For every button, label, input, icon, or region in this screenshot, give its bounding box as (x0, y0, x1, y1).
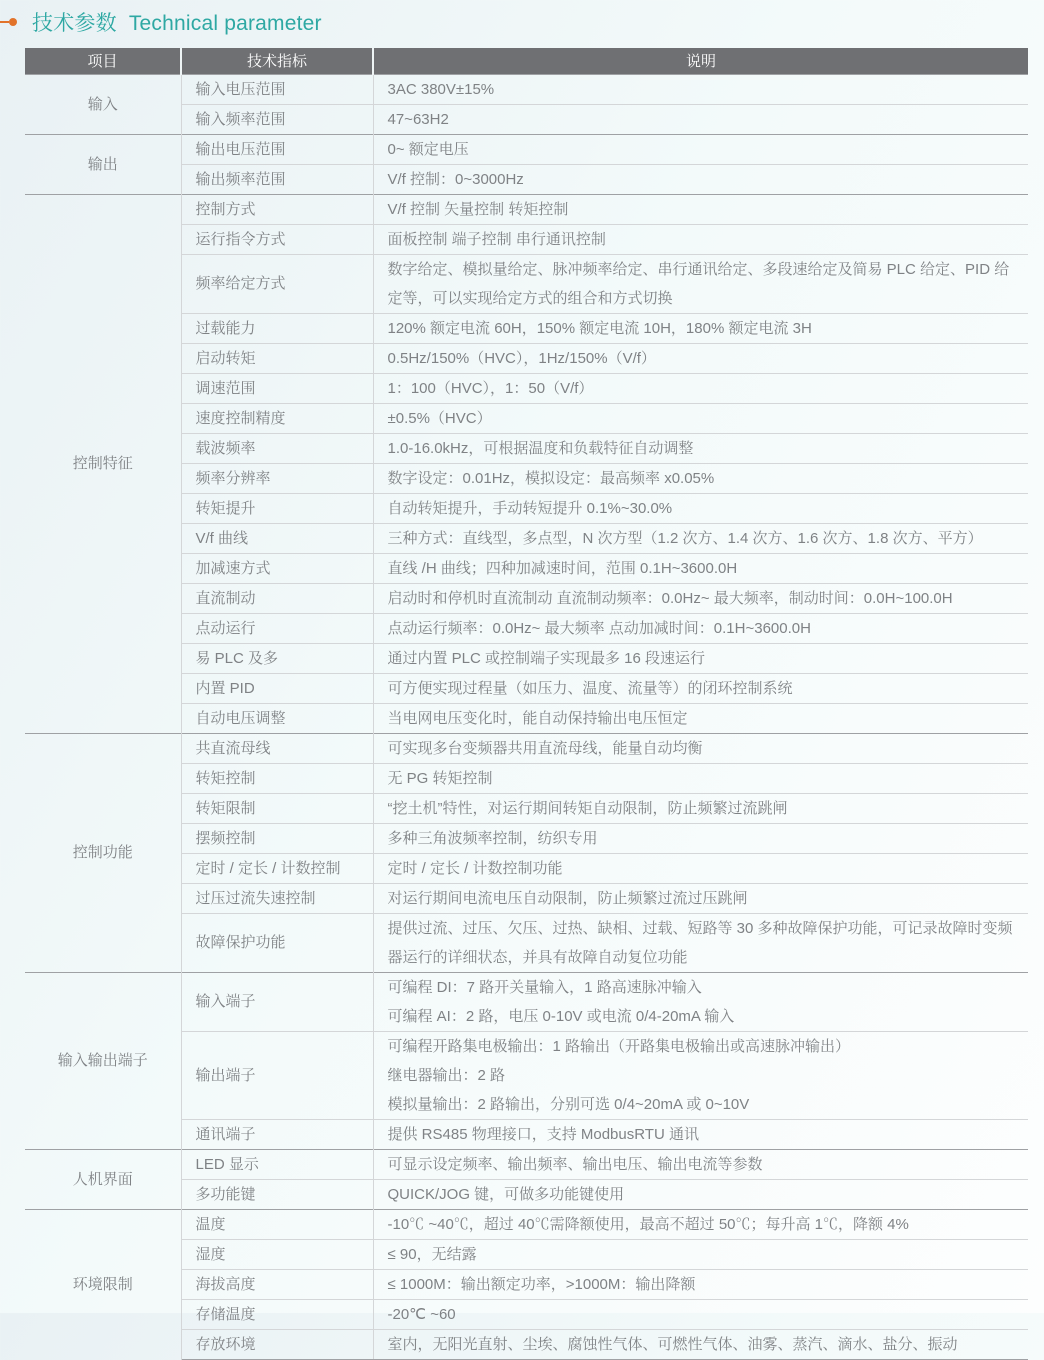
group-label-cell: 环境限制 (25, 1209, 181, 1359)
description-cell (373, 1119, 1028, 1149)
description-line: 可编程开路集电极输出：1 路输出（开路集电极输出或高速脉冲输出） (387, 1037, 851, 1055)
table-row (25, 134, 1028, 164)
description-line: 可编程 AI：2 路，电压 0-10V 或电流 0/4-20mA 输入 (387, 1007, 735, 1025)
description-cell (373, 1299, 1028, 1329)
description-line: V/f 控制 矢量控制 转矩控制 (387, 200, 569, 218)
header-row (25, 48, 1028, 74)
description-line: 0~ 额定电压 (387, 140, 469, 158)
indicator-cell: 频率给定方式 (181, 254, 373, 313)
indicator-cell: 定时 / 定长 / 计数控制 (181, 853, 373, 883)
indicator-cell: 海拔高度 (181, 1269, 373, 1299)
indicator-cell: 自动电压调整 (181, 703, 373, 733)
indicator-cell: 转矩限制 (181, 793, 373, 823)
group-label-cell: 输出 (25, 134, 181, 194)
description-line: 启动时和停机时直流制动 直流制动频率：0.0Hz~ 最大频率，制动时间：0.0H~100.0H (387, 589, 953, 607)
indicator-cell: 湿度 (181, 1239, 373, 1269)
bullet-line-icon (0, 21, 9, 23)
description-line: 可方便实现过程量（如压力、温度、流量等）的闭环控制系统 (387, 679, 793, 697)
indicator-cell: 控制方式 (181, 194, 373, 224)
indicator-cell: 输入频率范围 (181, 104, 373, 134)
technical-parameter-table (25, 48, 1028, 1360)
description-cell (373, 733, 1028, 763)
description-cell (373, 1149, 1028, 1179)
description-line: ≤ 1000M：输出额定功率，>1000M：输出降额 (387, 1275, 696, 1293)
description-line: 直线 /H 曲线；四种加减速时间，范围 0.1H~3600.0H (387, 559, 738, 577)
description-cell (373, 763, 1028, 793)
indicator-cell: 输入端子 (181, 972, 373, 1031)
description-cell (373, 643, 1028, 673)
description-line: 提供过流、过压、欠压、过热、缺相、过载、短路等 30 多种故障保护功能，可记录故障时变频器运行的详细状态，并具有故障自动复位功能 (387, 919, 1013, 966)
description-cell (373, 673, 1028, 703)
group-label-cell: 输入输出端子 (25, 972, 181, 1149)
indicator-cell: 运行指令方式 (181, 224, 373, 254)
description-cell (373, 972, 1028, 1031)
description-cell (373, 1269, 1028, 1299)
indicator-cell: 载波频率 (181, 433, 373, 463)
indicator-cell: 摆频控制 (181, 823, 373, 853)
indicator-cell: 启动转矩 (181, 343, 373, 373)
indicator-cell: 直流制动 (181, 583, 373, 613)
description-line: 可显示设定频率、输出频率、输出电压、输出电流等参数 (387, 1155, 763, 1173)
table-row (25, 194, 1028, 224)
table-row (25, 972, 1028, 1031)
description-cell (373, 1179, 1028, 1209)
description-line: V/f 控制：0~3000Hz (387, 170, 524, 188)
description-cell (373, 1031, 1028, 1119)
description-line: 47~63H2 (387, 110, 449, 128)
description-line: 室内，无阳光直射、尘埃、腐蚀性气体、可燃性气体、油雾、蒸汽、滴水、盐分、振动 (387, 1335, 958, 1353)
header-indicator: 技术指标 (181, 48, 373, 74)
description-cell (373, 134, 1028, 164)
group-label-cell: 控制功能 (25, 733, 181, 972)
description-line: 定时 / 定长 / 计数控制功能 (387, 859, 563, 877)
description-line: ≤ 90，无结露 (387, 1245, 477, 1263)
description-line: -10℃ ~40℃，超过 40℃需降额使用，最高不超过 50℃；每升高 1℃，降额 4% (387, 1215, 909, 1233)
description-cell (373, 883, 1028, 913)
group-label-cell: 控制特征 (25, 194, 181, 733)
table-row (25, 733, 1028, 763)
description-cell (373, 403, 1028, 433)
description-line: 3AC 380V±15% (387, 80, 495, 98)
indicator-cell: 速度控制精度 (181, 403, 373, 433)
description-cell (373, 254, 1028, 313)
description-cell (373, 463, 1028, 493)
description-cell (373, 313, 1028, 343)
section-title (0, 8, 322, 36)
description-line: 通过内置 PLC 或控制端子实现最多 16 段速运行 (387, 649, 706, 667)
table-row (25, 1209, 1028, 1239)
description-cell (373, 493, 1028, 523)
description-line: QUICK/JOG 键，可做多功能键使用 (387, 1185, 625, 1203)
indicator-cell: 点动运行 (181, 613, 373, 643)
description-line: 1.0-16.0kHz，可根据温度和负载特征自动调整 (387, 439, 694, 457)
table-row (25, 74, 1028, 104)
description-line: 多种三角波频率控制，纺织专用 (387, 829, 598, 847)
description-line: 提供 RS485 物理接口，支持 ModbusRTU 通讯 (387, 1125, 699, 1143)
indicator-cell: 过压过流失速控制 (181, 883, 373, 913)
description-cell (373, 1209, 1028, 1239)
description-cell (373, 164, 1028, 194)
indicator-cell: 过载能力 (181, 313, 373, 343)
indicator-cell: 输出端子 (181, 1031, 373, 1119)
description-line: 继电器输出：2 路 (387, 1066, 506, 1084)
indicator-cell: 输出频率范围 (181, 164, 373, 194)
header-item: 项目 (25, 48, 181, 74)
description-cell (373, 1329, 1028, 1359)
indicator-cell: 输入电压范围 (181, 74, 373, 104)
indicator-cell: 加减速方式 (181, 553, 373, 583)
description-line: “挖土机”特性，对运行期间转矩自动限制，防止频繁过流跳闸 (387, 799, 788, 817)
description-line: 无 PG 转矩控制 (387, 769, 493, 787)
indicator-cell: 内置 PID (181, 673, 373, 703)
description-cell (373, 703, 1028, 733)
description-line: 点动运行频率：0.0Hz~ 最大频率 点动加减时间：0.1H~3600.0H (387, 619, 811, 637)
description-cell (373, 343, 1028, 373)
description-cell (373, 104, 1028, 134)
indicator-cell: 输出电压范围 (181, 134, 373, 164)
description-line: -20℃ ~60 (387, 1305, 456, 1323)
description-line: 自动转矩提升，手动转短提升 0.1%~30.0% (387, 499, 673, 517)
indicator-cell: 存储温度 (181, 1299, 373, 1329)
description-line: 可实现多台变频器共用直流母线，能量自动均衡 (387, 739, 703, 757)
description-cell (373, 913, 1028, 972)
description-line: 1：100（HVC），1：50（V/f） (387, 379, 594, 397)
indicator-cell: 存放环境 (181, 1329, 373, 1359)
description-cell (373, 74, 1028, 104)
description-line: 模拟量输出：2 路输出，分别可选 0/4~20mA 或 0~10V (387, 1095, 750, 1113)
description-line: 数字给定、模拟量给定、脉冲频率给定、串行通讯给定、多段速给定及简易 PLC 给定、PID 给定等，可以实现给定方式的组合和方式切换 (387, 260, 1010, 307)
description-cell (373, 194, 1028, 224)
description-line: 三种方式：直线型，多点型，N 次方型（1.2 次方、1.4 次方、1.6 次方、1.8 次方、平方） (387, 529, 983, 547)
description-cell (373, 1239, 1028, 1269)
indicator-cell: 温度 (181, 1209, 373, 1239)
description-cell (373, 433, 1028, 463)
indicator-cell: 故障保护功能 (181, 913, 373, 972)
page-title (32, 7, 322, 37)
indicator-cell: LED 显示 (181, 1149, 373, 1179)
description-cell (373, 853, 1028, 883)
page-title-zh: 技术参数 (32, 12, 123, 35)
page-title-en: Technical parameter (128, 12, 322, 35)
description-cell (373, 373, 1028, 403)
description-cell (373, 583, 1028, 613)
indicator-cell: 共直流母线 (181, 733, 373, 763)
description-cell (373, 523, 1028, 553)
description-line: 可编程 DI：7 路开关量输入，1 路高速脉冲输入 (387, 978, 702, 996)
description-cell (373, 823, 1028, 853)
indicator-cell: 转矩控制 (181, 763, 373, 793)
indicator-cell: V/f 曲线 (181, 523, 373, 553)
description-line: 当电网电压变化时，能自动保持输出电压恒定 (387, 709, 688, 727)
indicator-cell: 频率分辨率 (181, 463, 373, 493)
indicator-cell: 通讯端子 (181, 1119, 373, 1149)
table-row (25, 1149, 1028, 1179)
indicator-cell: 多功能键 (181, 1179, 373, 1209)
bullet-dot-icon (9, 18, 17, 26)
description-cell (373, 793, 1028, 823)
description-line: 0.5Hz/150%（HVC），1Hz/150%（V/f） (387, 349, 656, 367)
group-label-cell: 输入 (25, 74, 181, 134)
header-description: 说明 (373, 48, 1028, 74)
indicator-cell: 转矩提升 (181, 493, 373, 523)
description-line: 120% 额定电流 60H，150% 额定电流 10H，180% 额定电流 3H (387, 319, 812, 337)
description-line: ±0.5%（HVC） (387, 409, 492, 427)
description-line: 对运行期间电流电压自动限制，防止频繁过流过压跳闸 (387, 889, 748, 907)
description-line: 面板控制 端子控制 串行通讯控制 (387, 230, 606, 248)
indicator-cell: 调速范围 (181, 373, 373, 403)
description-cell (373, 613, 1028, 643)
description-cell (373, 553, 1028, 583)
description-line: 数字设定：0.01Hz，模拟设定：最高频率 x0.05% (387, 469, 715, 487)
description-cell (373, 224, 1028, 254)
group-label-cell: 人机界面 (25, 1149, 181, 1209)
indicator-cell: 易 PLC 及多 (181, 643, 373, 673)
